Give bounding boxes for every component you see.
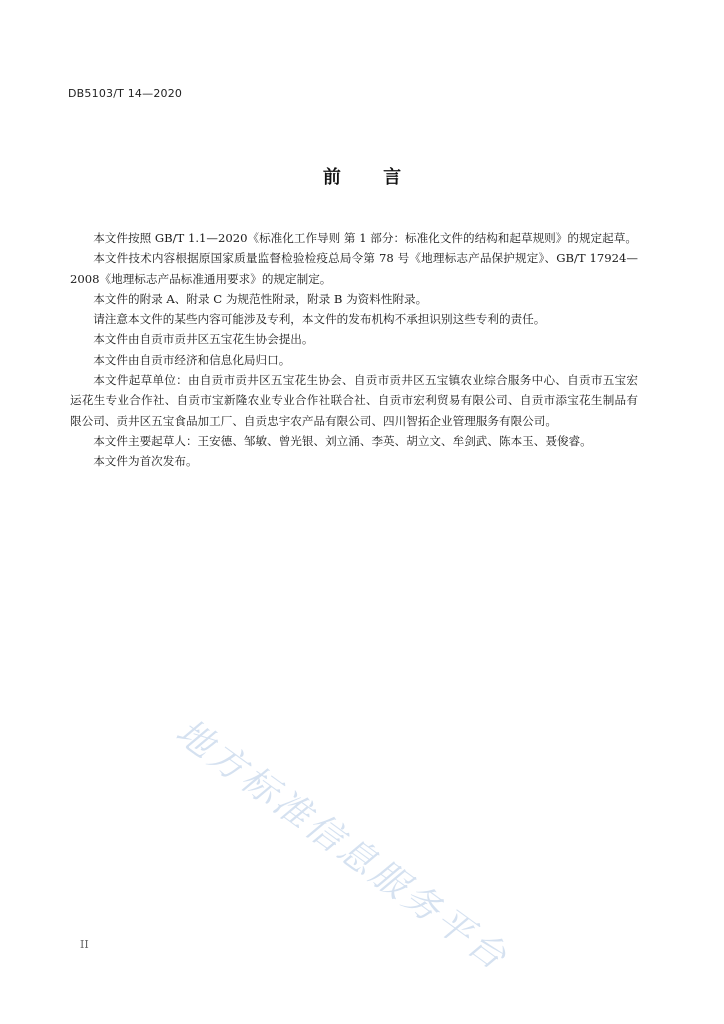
paragraph: 本文件由自贡市贡井区五宝花生协会提出。: [93, 332, 314, 347]
page-title: 前 言: [322, 167, 420, 188]
paragraph: 本文件按照 GB/T 1.1—2020《标准化工作导则 第 1 部分：标准化文件的结构和起草规则》的规定起草。: [93, 231, 637, 245]
paragraph: 本文件主要起草人：王安德、邹敏、曾光银、刘立涌、李英、胡立文、牟剑武、陈本玉、聂俊睿。: [93, 433, 592, 448]
watermark: 地方标准信息服务平台: [168, 711, 516, 980]
paragraph: 请注意本文件的某些内容可能涉及专利，本文件的发布机构不承担识别这些专利的责任。: [93, 312, 546, 327]
foreword-body: [70, 228, 638, 472]
paragraph: 本文件的附录 A、附录 C 为规范性附录，附录 B 为资料性附录。: [93, 291, 428, 306]
paragraph: 本文件技术内容根据原国家质量监督检验检疫总局令第 78 号《地理标志产品保护规定》、GB/T 17924—2008《地理标志产品标准通用要求》的规定制定。: [70, 251, 638, 286]
paragraph: 本文件由自贡市经济和信息化局归口。: [93, 352, 291, 367]
document-code: DB5103/T 14—2020: [68, 87, 183, 100]
paragraph: 本文件为首次发布。: [93, 454, 198, 469]
paragraph: 本文件起草单位：由自贡市贡井区五宝花生协会、自贡市贡井区五宝镇农业综合服务中心、自贡市五宝宏运花生专业合作社、自贡市宝新隆农业专业合作社联合社、自贡市宏利贸易有限公司、自贡市添宝花生制品有限公司、贡井区五宝食品加工厂、自贡忠宇农产品有限公司、四川智拓企业管理服务有限公司。: [70, 373, 638, 428]
page-number: II: [80, 938, 89, 951]
